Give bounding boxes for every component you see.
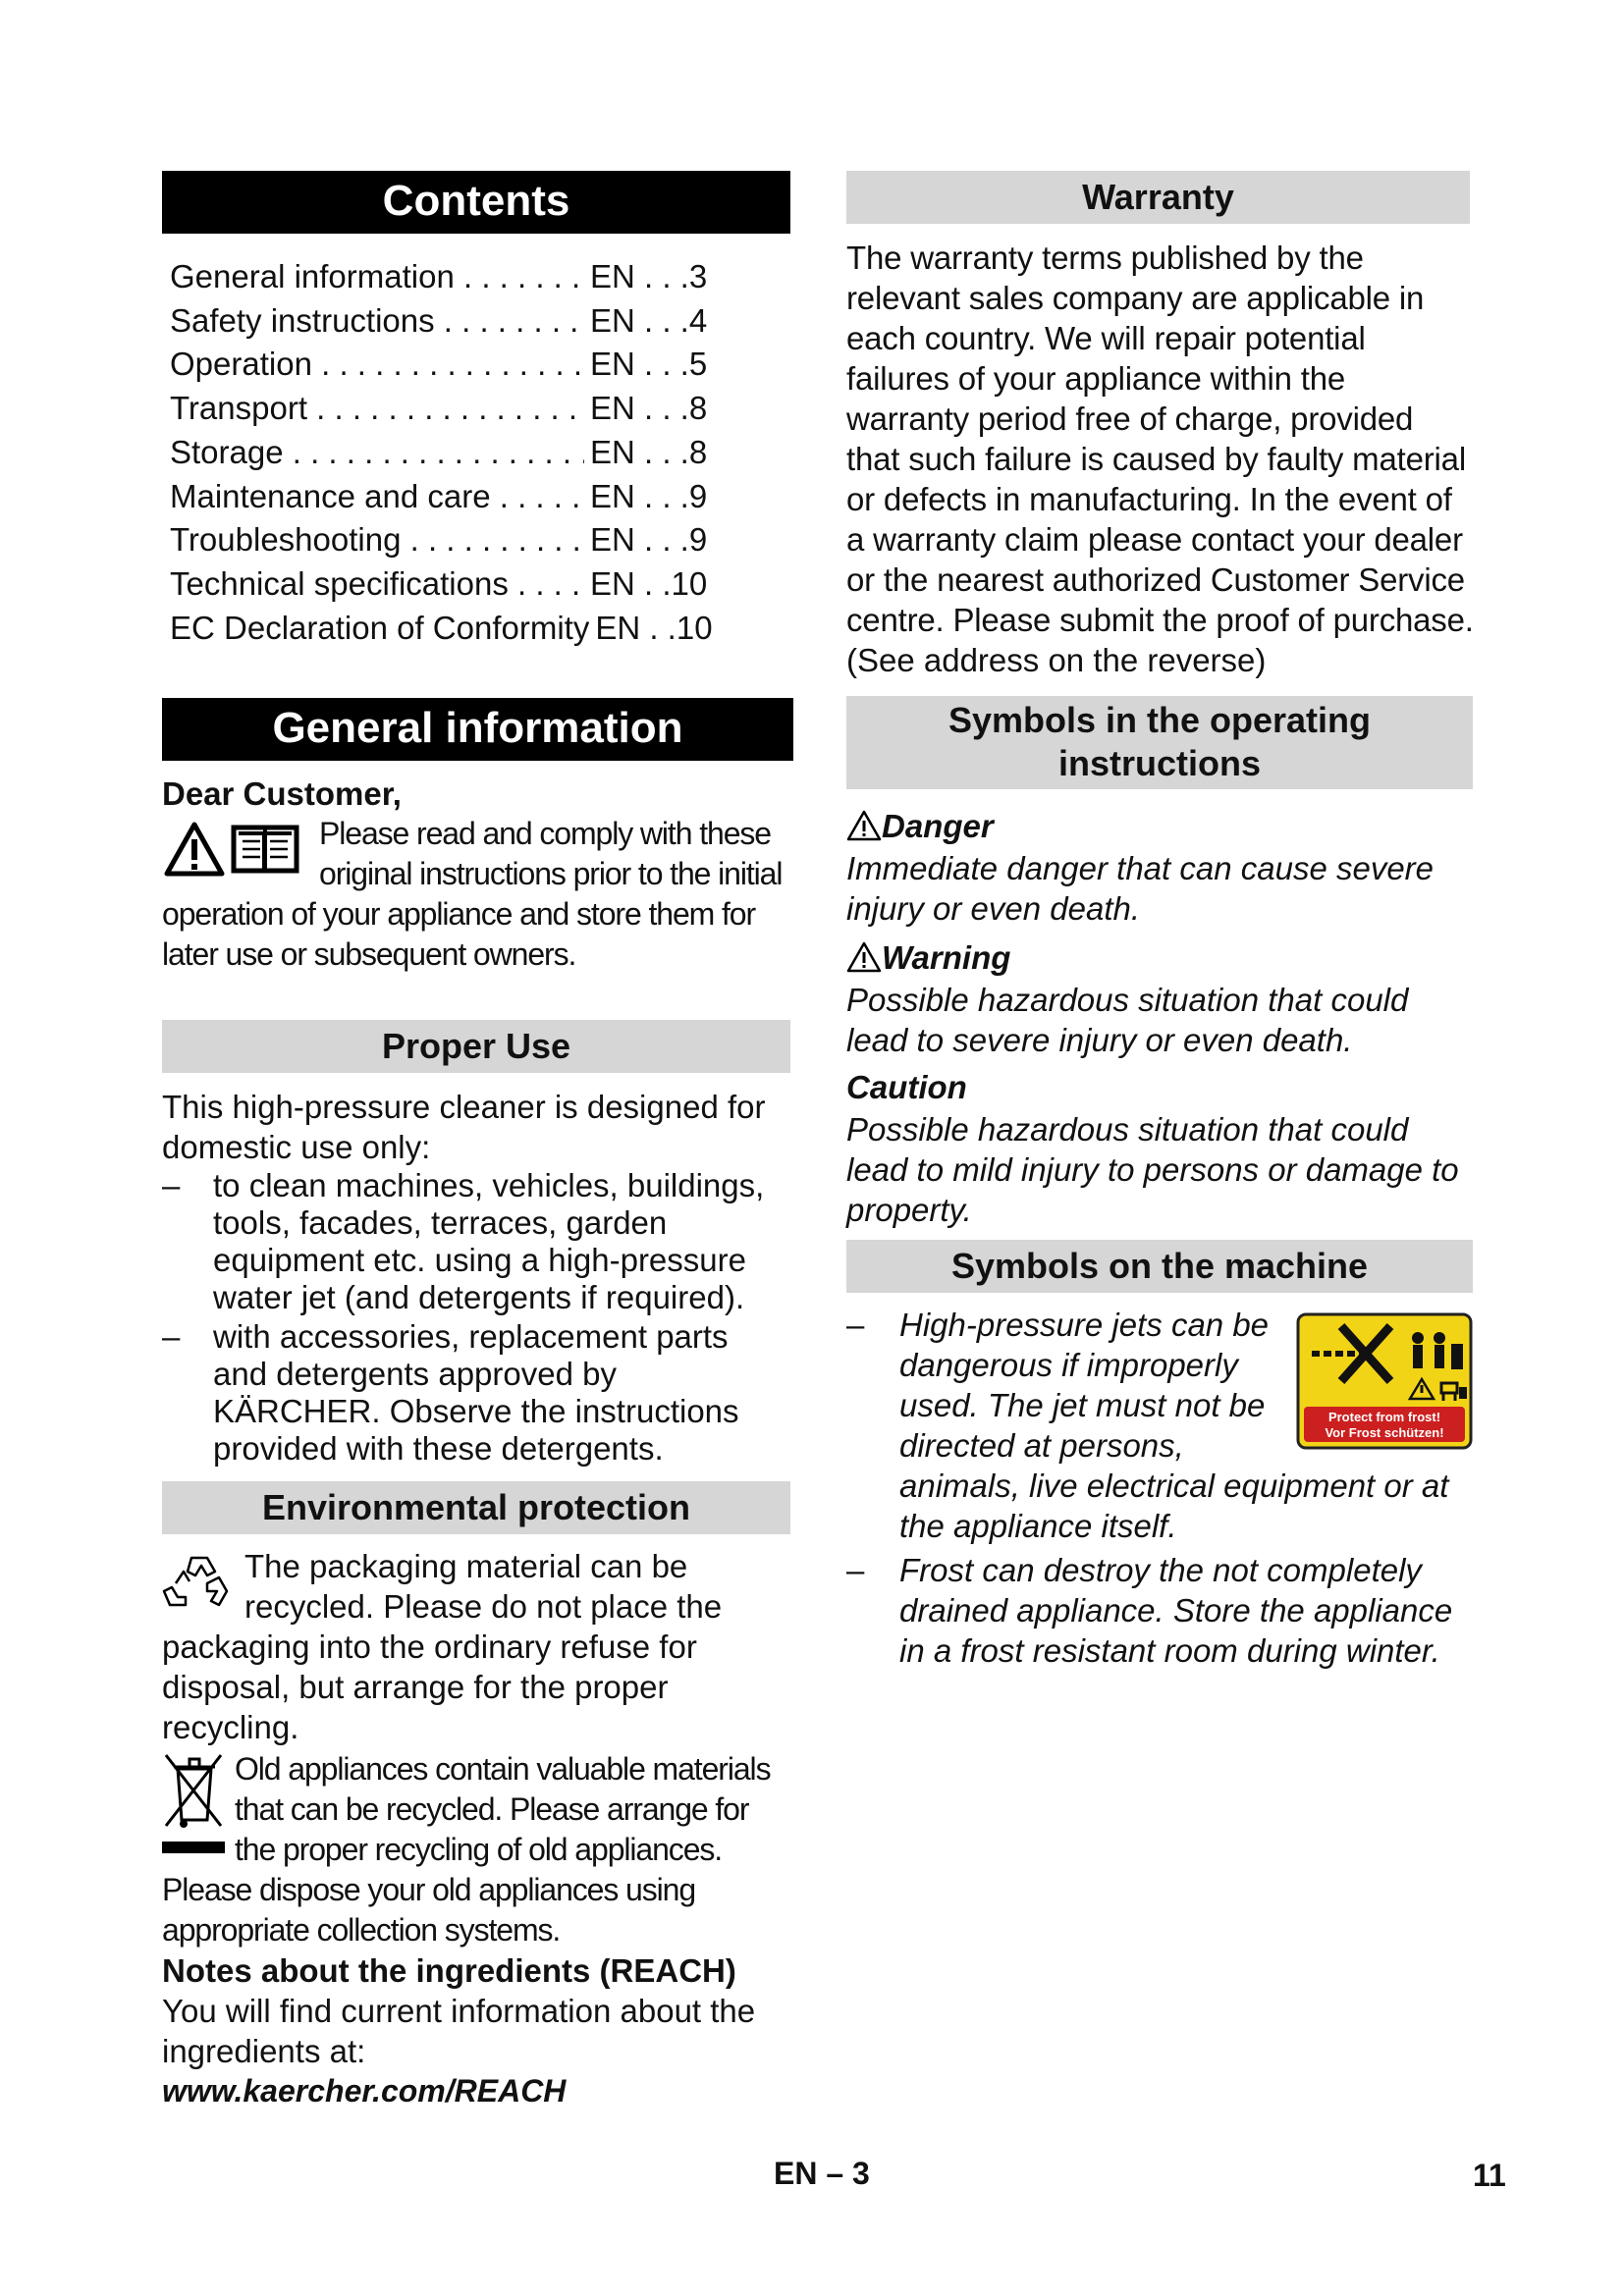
symbols-machine-heading: Symbols on the machine [846, 1240, 1473, 1293]
list-item [162, 1318, 790, 1468]
warranty-note: (See address on the reverse) [846, 642, 1267, 678]
toc-page: EN . . .5 [590, 346, 708, 383]
toc-row[interactable] [170, 562, 790, 607]
caution-text: Possible hazardous situation that could lead to mild injury to persons or damage to property. [846, 1111, 1459, 1228]
reach-heading: Notes about the ingredients (REACH) [162, 1952, 736, 1990]
reach-text: You will find current information about the ingredients at: [162, 1993, 756, 2070]
warning-triangle-icon [846, 810, 882, 841]
warning-triangle-icon [164, 822, 225, 877]
list-item-text: High-pressure jets can be dangerous if improperly used. The jet must not be directed at persons, animals, live electrical equipment or at the appliance itself. [899, 1307, 1449, 1544]
packaging-block [162, 1546, 790, 1747]
salutation: Dear Customer, [162, 775, 402, 813]
toc-row[interactable] [170, 607, 790, 651]
toc-row[interactable] [170, 518, 790, 562]
old-appliances-text: Old appliances contain valuable materials that can be recycled. Please arrange for the proper recycling of old appliances. Please dispose your old appliances using appropriate collection systems. [162, 1751, 771, 1949]
danger-text: Immediate danger that can cause severe injury or even death. [846, 850, 1435, 927]
list-dash: – [846, 1307, 865, 1343]
list-item [846, 1305, 1475, 1546]
toc-row[interactable] [170, 255, 790, 299]
toc-page: EN . . .3 [590, 258, 708, 294]
toc-title: Troubleshooting . . . [170, 518, 584, 562]
warranty-heading: Warranty [846, 171, 1470, 224]
toc-title: EC Declaration of Conformity [170, 609, 590, 646]
toc-title: Storage . . . [170, 431, 584, 475]
warranty-text: The warranty terms published by the relevant sales company are applicable in each country. We will repair potential failures of your appliance within the warranty period free of charge, provided that such failure is caused by faulty material or defects in manufacturing. In the event of a warranty claim please contact your dealer or the nearest authorized Customer Service centre. Please submit the proof of purchase. [846, 240, 1474, 638]
toc-page: EN . . .8 [590, 433, 708, 470]
left-column [162, 171, 790, 2111]
warning-triangle-icon [846, 941, 882, 973]
contents-heading: Contents [162, 171, 790, 234]
toc-row[interactable] [170, 299, 790, 344]
packaging-text: The packaging material can be recycled. Please do not place the packaging into the ordinary refuse for disposal, but arrange for the proper recycling. [162, 1548, 723, 1746]
machine-symbols-block [846, 1305, 1475, 1671]
proper-use-intro: This high-pressure cleaner is designed for domestic use only: [162, 1089, 766, 1166]
toc-page: EN . . .9 [590, 477, 708, 514]
toc-page: EN . . .9 [590, 521, 708, 559]
old-appliances-block [162, 1749, 790, 1950]
toc-title: Operation . . . [170, 343, 584, 387]
danger-label-row [846, 805, 1475, 848]
toc-title: Technical specifications . . . [170, 562, 584, 607]
right-column [846, 171, 1475, 1671]
toc-title: Maintenance and care . . . [170, 475, 584, 519]
danger-label: Danger [882, 808, 994, 844]
toc-row[interactable] [170, 431, 790, 475]
reach-link[interactable]: www.kaercher.com/REACH [162, 2073, 567, 2109]
table-of-contents [170, 255, 790, 650]
intro-text: Please read and comply with these original instructions prior to the initial operation of your appliance and store them for later use or subsequent owners. [162, 816, 783, 973]
list-item [162, 1167, 790, 1316]
toc-title: Safety instructions . . . [170, 299, 584, 344]
general-information-heading: General information [162, 698, 793, 761]
toc-page: EN . .10 [590, 564, 708, 602]
environmental-protection-heading: Environmental protection [162, 1481, 790, 1534]
proper-use-heading: Proper Use [162, 1020, 790, 1073]
toc-page: EN . . .4 [590, 301, 708, 339]
list-item-text: Frost can destroy the not completely drained appliance. Store the appliance in a frost resistant room during winter. [899, 1552, 1453, 1669]
toc-row[interactable] [170, 475, 790, 519]
warning-text: Possible hazardous situation that could lead to severe injury or even death. [846, 982, 1409, 1058]
caution-label: Caution [846, 1069, 967, 1105]
recycle-icon [162, 1552, 237, 1613]
crossed-bin-icon [162, 1749, 227, 1859]
list-item [846, 1550, 1475, 1671]
symbols-instructions-heading: Symbols in the operating instructions [846, 696, 1473, 789]
toc-row[interactable] [170, 343, 790, 387]
toc-page: EN . . .8 [590, 390, 708, 427]
list-dash: – [162, 1318, 181, 1356]
list-dash: – [846, 1552, 865, 1588]
manual-book-icon [231, 822, 299, 877]
toc-page: EN . .10 [595, 609, 713, 646]
list-dash: – [162, 1167, 181, 1204]
toc-title: Transport . . . [170, 387, 584, 431]
footer-page-number: 11 [1473, 2158, 1506, 2193]
footer-language-page: EN – 3 [774, 2156, 870, 2191]
warning-label: Warning [882, 939, 1011, 976]
sticker-label-line2: Vor Frost schützen! [1325, 1425, 1444, 1440]
intro-block [162, 814, 790, 975]
list-item-text: to clean machines, vehicles, buildings, tools, facades, terraces, garden equipment etc. using a high-pressure water jet (and detergents if required). [213, 1167, 765, 1316]
intro-icons [162, 822, 309, 877]
list-item-text: with accessories, replacement parts and detergents approved by KÄRCHER. Observe the instructions provided with these detergents. [213, 1318, 739, 1468]
warning-label-row [846, 936, 1475, 980]
toc-title: General information . . . [170, 255, 584, 299]
sticker-label-line1: Protect from frost! [1327, 1410, 1441, 1424]
toc-row[interactable] [170, 387, 790, 431]
